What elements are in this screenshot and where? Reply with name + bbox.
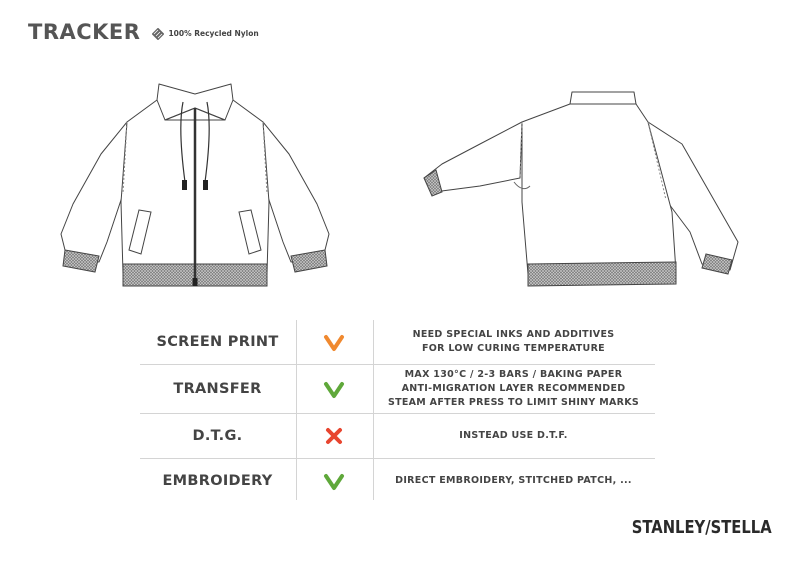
technique-notes: INSTEAD USE D.T.F. (459, 430, 568, 441)
table-row-dtg (140, 414, 655, 459)
print-technique-table (140, 320, 655, 503)
caution-check-icon (295, 332, 372, 352)
technique-label: D.T.G. (192, 428, 243, 444)
check-icon (295, 379, 372, 399)
check-icon (295, 471, 372, 491)
jacket-front-sketch (55, 82, 335, 296)
brand-logo: STANLEY/STELLA (632, 517, 772, 538)
page-header (28, 20, 259, 44)
technique-label: SCREEN PRINT (156, 334, 279, 350)
product-title: TRACKER (28, 20, 141, 44)
technique-label: EMBROIDERY (162, 473, 273, 489)
technique-notes: DIRECT EMBROIDERY, STITCHED PATCH, ... (395, 475, 632, 486)
material-tag (152, 28, 258, 40)
technique-label: TRANSFER (173, 381, 262, 397)
table-row-transfer (140, 365, 655, 414)
jacket-back-sketch (420, 82, 750, 296)
cross-icon (295, 426, 372, 446)
table-row-embroidery (140, 459, 655, 503)
technique-notes: NEED SPECIAL INKS AND ADDITIVES FOR LOW CURING TEMPERATURE (412, 329, 615, 354)
fabric-texture-icon (152, 28, 164, 40)
material-label: 100% Recycled Nylon (168, 29, 259, 38)
table-row-screen-print (140, 320, 655, 365)
technique-notes: MAX 130°C / 2-3 BARS / BAKING PAPER ANTI-MIGRATION LAYER RECOMMENDED STEAM AFTER PRESS TO LIMIT SHINY MARKS (387, 369, 640, 408)
